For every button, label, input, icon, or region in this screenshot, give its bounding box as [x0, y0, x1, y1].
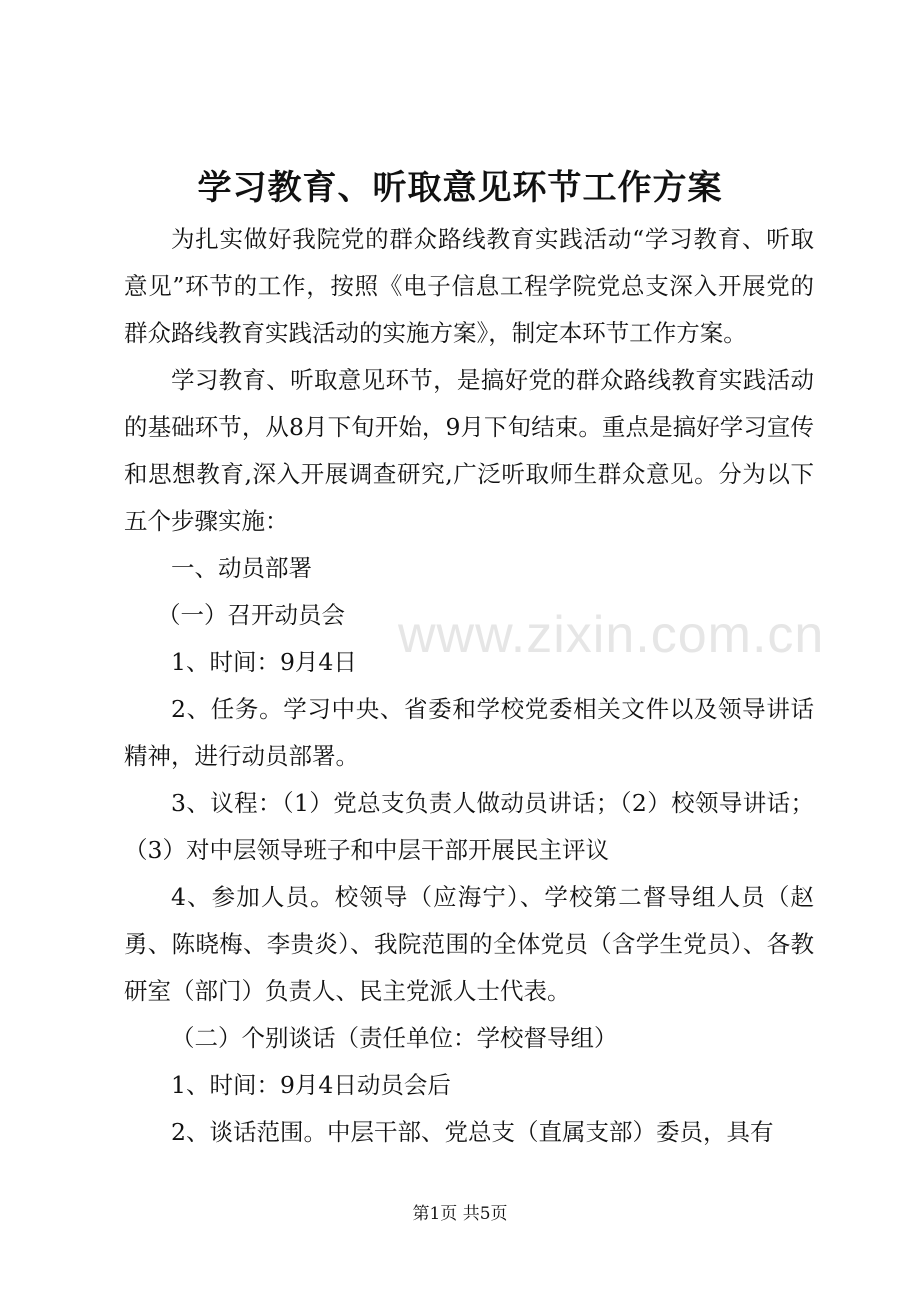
subsection-heading: （一）召开动员会	[157, 601, 345, 629]
body-paragraph: 2、谈话范围。中层干部、党总支（直属支部）委员，具有	[171, 1118, 774, 1146]
page-footer: 第1页 共5页	[412, 1204, 508, 1224]
document-body	[124, 216, 814, 1156]
body-paragraph: 学习教育、听取意见环节，是搞好党的群众路线教育实践活动的基础环节，从8月下旬开始，9月下旬结束。重点是搞好学习宣传和思想教育,深入开展调查研究,广泛听取师生群众意见。分为以下五个步骤实施：	[124, 366, 814, 535]
section-heading: 一、动员部署	[171, 554, 312, 582]
body-paragraph: 为扎实做好我院党的群众路线教育实践活动“学习教育、听取意见”环节的工作，按照《电子信息工程学院党总支深入开展党的群众路线教育实践活动的实施方案》，制定本环节工作方案。	[124, 225, 814, 347]
body-paragraph: 4、参加人员。校领导（应海宁）、学校第二督导组人员（赵勇、陈晓梅、李贵炎）、我院范围的全体党员（含学生党员）、各教研室（部门）负责人、民主党派人士代表。	[124, 883, 814, 1005]
body-paragraph: 3、议程：（1）党总支负责人做动员讲话；（2）校领导讲话；（3）对中层领导班子和中层干部开展民主评议	[124, 789, 814, 864]
body-paragraph: 2、任务。学习中央、省委和学校党委相关文件以及领导讲话精神，进行动员部署。	[124, 695, 814, 770]
body-paragraph: 1、时间：9月4日	[171, 648, 357, 676]
subsection-heading: （二）个别谈话（责任单位：学校督导组）	[171, 1024, 618, 1052]
body-paragraph: 1、时间：9月4日动员会后	[171, 1071, 451, 1099]
watermark: www.zixin.com.cn	[398, 606, 825, 664]
document-title: 学习教育、听取意见环节工作方案	[197, 168, 723, 208]
